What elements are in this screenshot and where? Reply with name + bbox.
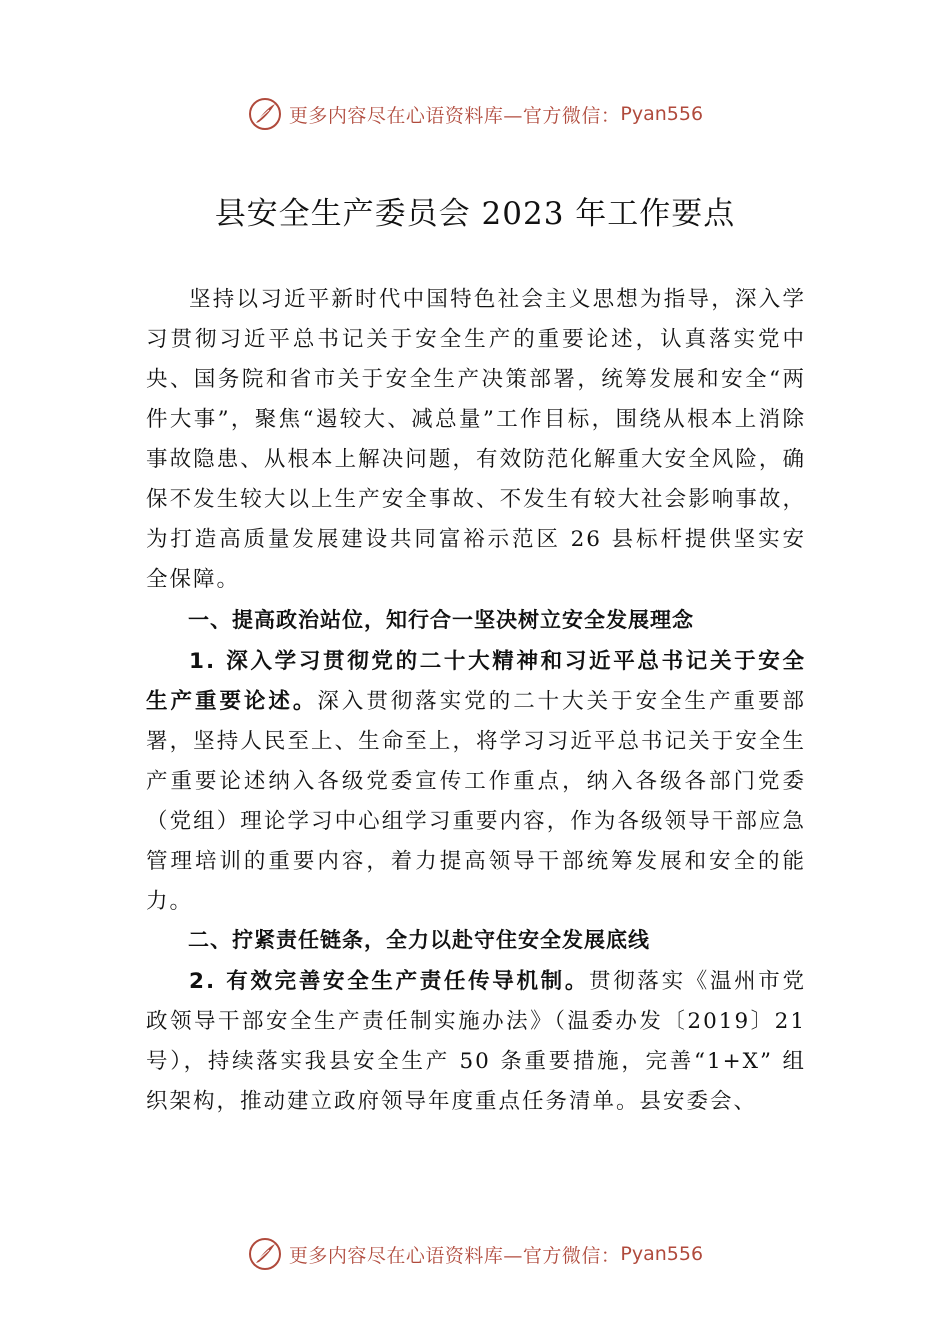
item-1-paragraph — [146, 642, 806, 922]
section-2-heading: 二、拧紧责任链条，全力以赴守住安全发展底线 — [188, 928, 650, 952]
watermark-footer — [0, 1234, 950, 1274]
item-2 — [146, 962, 806, 1122]
section-1-heading: 一、提高政治站位，知行合一坚决树立安全发展理念 — [188, 608, 694, 632]
item-1 — [146, 642, 806, 922]
watermark-header — [0, 94, 950, 134]
document-title: 县安全生产委员会 2023 年工作要点 — [214, 196, 736, 232]
section-2 — [146, 920, 806, 960]
section-1 — [146, 600, 806, 640]
item-2-lead: 2. 有效完善安全生产责任传导机制。 — [189, 969, 590, 994]
feather-logo-icon — [247, 96, 283, 132]
watermark-wechat-id: Pyan556 — [620, 103, 704, 125]
item-2-paragraph — [146, 962, 806, 1122]
watermark-text: 更多内容尽在心语资料库—官方微信： — [288, 1244, 621, 1267]
item-1-text: 深入贯彻落实党的二十大关于安全生产重要部署，坚持人民至上、生命至上，将学习习近平总书记关于安全生产重要论述纳入各级党委宣传工作重点，纳入各级各部门党委（党组）理论学习中心组学习重要内容，作为各级领导干部应急管理培训的重要内容，着力提高领导干部统筹发展和安全的能力。 — [146, 689, 806, 914]
item-2-text: 贯彻落实《温州市党政领导干部安全生产责任制实施办法》（温委办发〔2019〕21 号），持续落实我县安全生产 50 条重要措施，完善“1+X” 组织架构，推动建立政府领导年度重点任务清单。县安委会、 — [146, 969, 806, 1114]
intro-paragraph — [146, 280, 806, 600]
watermark-text: 更多内容尽在心语资料库—官方微信： — [288, 104, 621, 127]
item-1-lead: 1. 深入学习贯彻党的二十大精神和习近平总书记关于安全生产重要论述。 — [146, 649, 806, 714]
watermark-wechat-id: Pyan556 — [620, 1243, 704, 1265]
feather-logo-icon — [247, 1236, 283, 1272]
intro-text: 坚持以习近平新时代中国特色社会主义思想为指导，深入学习贯彻习近平总书记关于安全生产的重要论述，认真落实党中央、国务院和省市关于安全生产决策部署，统筹发展和安全“两件大事”，聚焦“遏较大、减总量”工作目标，围绕从根本上消除事故隐患、从根本上解决问题，有效防范化解重大安全风险，确保不发生较大以上生产安全事故、不发生有较大社会影响事故，为打造高质量发展建设共同富裕示范区 26 县标杆提供坚实安全保障。 — [146, 287, 806, 592]
